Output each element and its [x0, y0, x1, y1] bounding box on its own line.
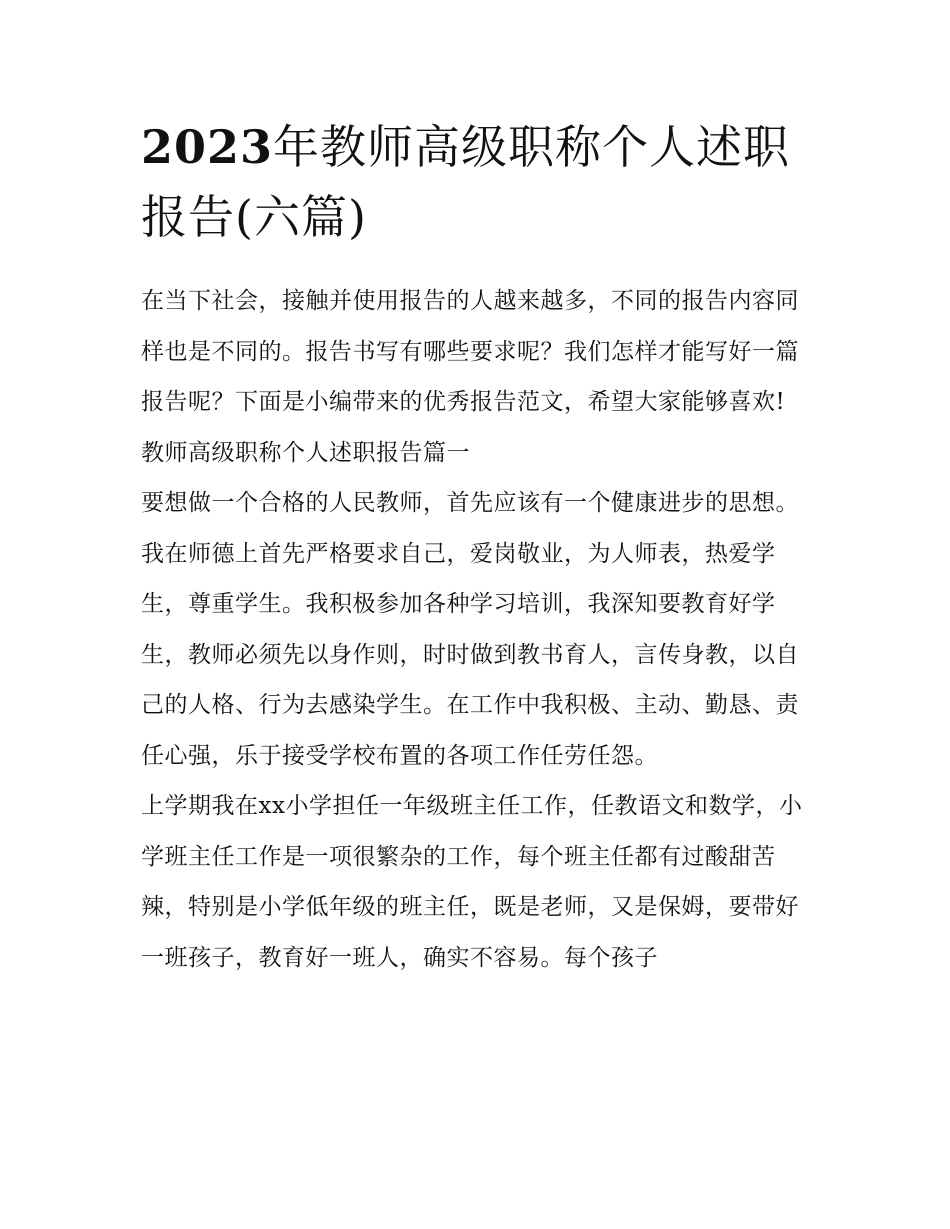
- intro-paragraph: 在当下社会，接触并使用报告的人越来越多，不同的报告内容同样也是不同的。报告书写有哪些要求呢？我们怎样才能写好一篇报告呢？下面是小编带来的优秀报告范文，希望大家能够喜欢!: [141, 288, 799, 415]
- document-title: [141, 112, 813, 252]
- section-heading: 教师高级职称个人述职报告篇一: [141, 439, 470, 466]
- title-text: 年教师高级职称个人述职报告(六篇): [141, 120, 791, 244]
- body-paragraph-2: 上学期我在xx小学担任一年级班主任工作，任教语文和数学，小学班主任工作是一项很繁杂的工作，每个班主任都有过酸甜苦辣，特别是小学低年级的班主任，既是老师，又是保姆，要带好一班孩子，教育好一班人，确实不容易。每个孩子: [141, 793, 803, 971]
- title-year: 2023: [141, 120, 274, 174]
- body-paragraph-1: 要想做一个合格的人民教师，首先应该有一个健康进步的思想。我在师德上首先严格要求自己，爱岗敬业，为人师表，热爱学生，尊重学生。我积极参加各种学习培训，我深知要教育好学生，教师必须先以身作则，时时做到教书育人，言传身教，以自己的人格、行为去感染学生。在工作中我积极、主动、勤恳、责任心强，乐于接受学校布置的各项工作任劳任怨。: [141, 490, 799, 769]
- document-page: [141, 112, 813, 983]
